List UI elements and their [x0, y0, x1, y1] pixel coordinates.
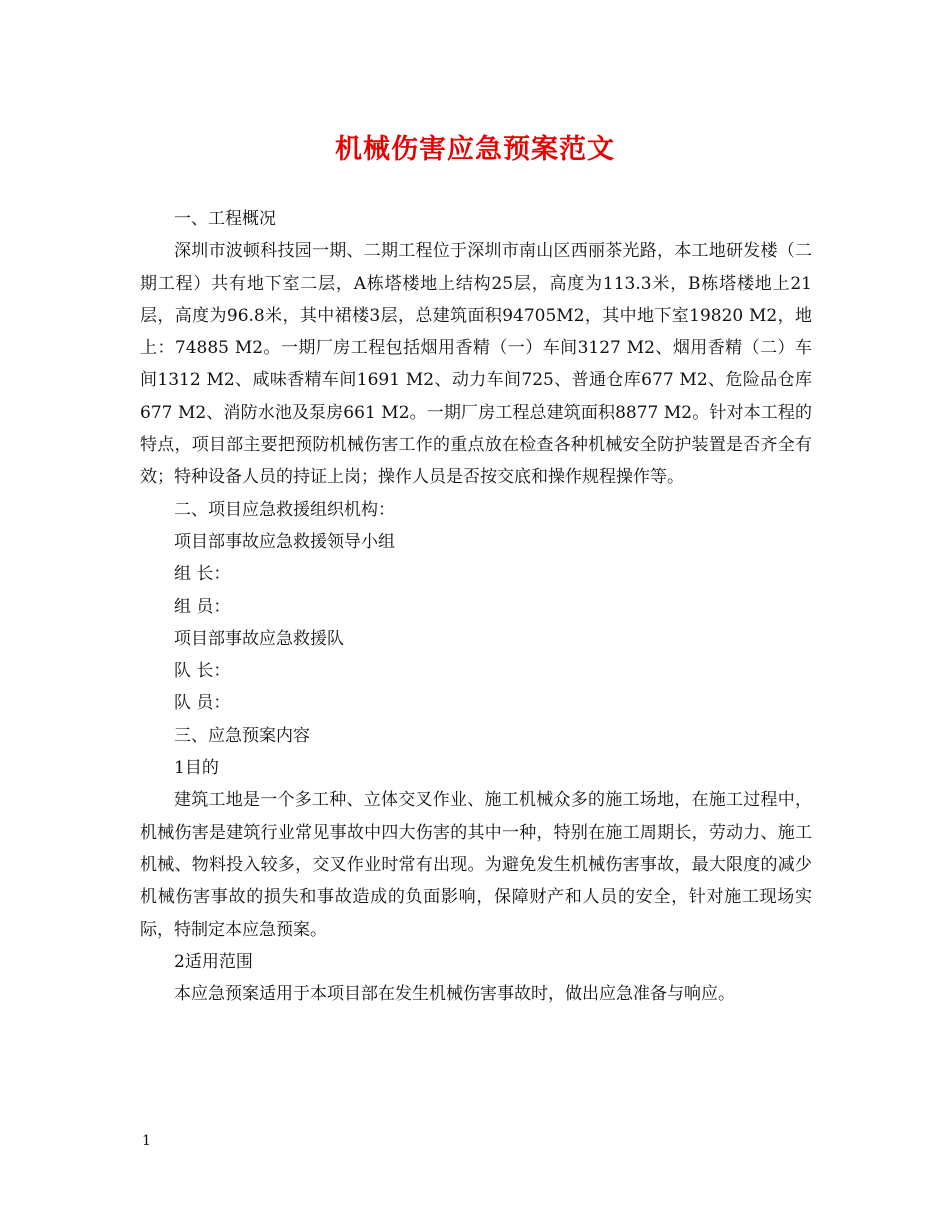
page-number: 1 [142, 1133, 151, 1149]
section-heading-project-overview: 一、工程概况 [174, 209, 276, 229]
subheading-scope: 2适用范围 [174, 951, 253, 972]
document-body [140, 203, 812, 1010]
paragraph-leadership-group: 项目部事故应急救援领导小组 [174, 531, 395, 552]
paragraph-team-members: 队 员： [174, 693, 231, 714]
paragraph-project-overview: 深圳市波顿科技园一期、二期工程位于深圳市南山区西丽茶光路，本工地研发楼（二期工程）共有地下室二层，A栋塔楼地上结构25层，高度为113.3米，B栋塔楼地上21层，高度为96.8米，其中裙楼3层，总建筑面积94705M2，其中地下室19820 M2，地上：74885 M2。一期厂房工程包括烟用香精（一）车间3127 M2、烟用香精（二）车间1312 M2、咸味香精车间1691 M2、动力车间725、普通仓库677 M2、危险品仓库677 M2、消防水池及泵房661 M2。一期厂房工程总建筑面积8877 M2。针对本工程的特点，项目部主要把预防机械伤害工作的重点放在检查各种机械安全防护装置是否齐全有效；特种设备人员的持证上岗；操作人员是否按交底和操作规程操作等。 [140, 241, 812, 488]
paragraph-purpose: 建筑工地是一个多工种、立体交叉作业、施工机械众多的施工场地，在施工过程中，机械伤害是建筑行业常见事故中四大伤害的其中一种，特别在施工周期长，劳动力、施工机械、物料投入较多，交叉作业时常有出现。为避免发生机械伤害事故，最大限度的减少机械伤害事故的损失和事故造成的负面影响，保障财产和人员的安全，针对施工现场实际，特制定本应急预案。 [140, 790, 812, 940]
paragraph-rescue-team: 项目部事故应急救援队 [174, 628, 344, 649]
section-heading-plan-content: 三、应急预案内容 [174, 725, 310, 746]
paragraph-team-leader: 队 长： [174, 661, 231, 682]
paragraph-group-members: 组 员： [174, 596, 231, 617]
paragraph-group-leader: 组 长： [174, 564, 231, 585]
document-title: 机械伤害应急预案范文 [335, 134, 615, 165]
section-heading-organization: 二、项目应急救援组织机构： [174, 499, 395, 520]
subheading-purpose: 1目的 [174, 758, 219, 779]
paragraph-scope: 本应急预案适用于本项目部在发生机械伤害事故时，做出应急准备与响应。 [174, 984, 735, 1005]
